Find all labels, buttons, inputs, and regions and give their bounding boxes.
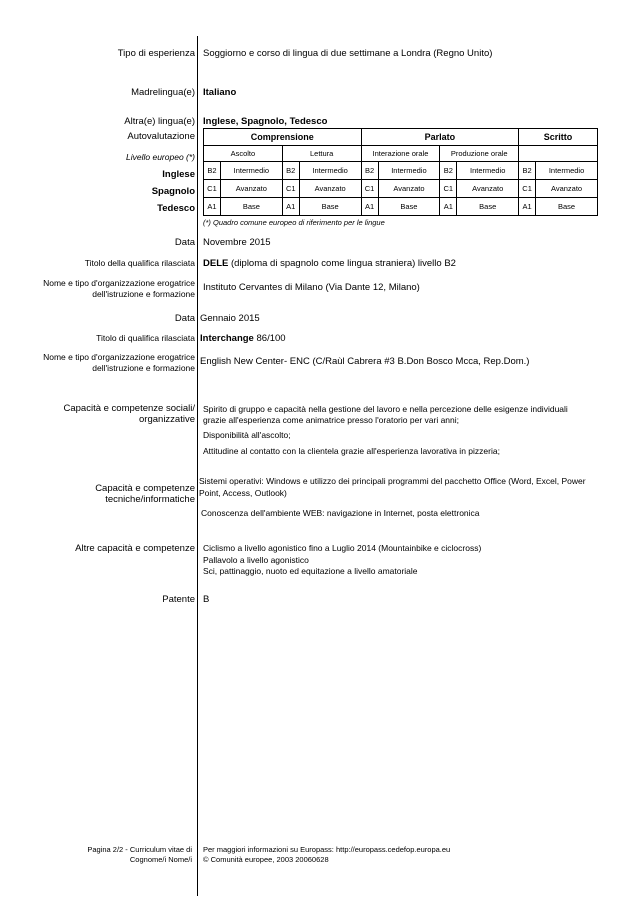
table-cell: B2 <box>361 162 378 180</box>
subheader-ascolto: Ascolto <box>204 146 283 162</box>
qual1-title-label: Titolo della qualifica rilasciata <box>84 258 195 268</box>
table-cell: Avanzato <box>457 180 519 198</box>
language-name-spagnolo: Spagnolo <box>151 186 195 197</box>
language-table <box>203 128 598 216</box>
other-line-2: Pallavolo a livello agonistico <box>203 555 309 565</box>
table-row <box>204 198 598 216</box>
language-name-tedesco: Tedesco <box>157 203 195 214</box>
table-cell: Intermedio <box>536 162 598 180</box>
table-cell: A1 <box>440 198 457 216</box>
other-skills-label: Altre capacità e competenze <box>75 543 195 554</box>
other-languages-label: Altra(e) lingua(e) <box>124 116 195 127</box>
qual1-org: Instituto Cervantes di Milano (Via Dante 12, Milano) <box>203 282 420 293</box>
language-name-inglese: Inglese <box>162 169 195 180</box>
footer-info-link: Per maggiori informazioni su Europass: http://europass.cedefop.europa.eu <box>203 845 451 854</box>
group-header-parlato: Parlato <box>361 129 519 146</box>
table-cell: Avanzato <box>536 180 598 198</box>
footer-page-info: Pagina 2/2 - Curriculum vitae di <box>87 845 192 854</box>
table-cell: Avanzato <box>220 180 282 198</box>
social-line-3: Disponibilità all'ascolto; <box>203 430 291 440</box>
table-cell: Avanzato <box>378 180 440 198</box>
qual1-title <box>203 258 456 269</box>
qual2-org-label-1: Nome e tipo d'organizzazione erogatrice <box>43 352 195 362</box>
table-cell: Intermedio <box>220 162 282 180</box>
technical-line-3: Conoscenza dell'ambiente WEB: navigazione in Internet, posta elettronica <box>201 508 480 518</box>
level-label: Livello europeo (*) <box>126 152 195 162</box>
self-assessment-label: Autovalutazione <box>127 131 195 142</box>
social-line-1: Spirito di gruppo e capacità nella gestione del lavoro e nella percezione delle esigenze individuali <box>203 404 568 414</box>
qual2-title-label: Titolo di qualifica rilasciata <box>96 333 195 343</box>
table-row <box>204 180 598 198</box>
footer-copyright: © Comunità europee, 2003 20060628 <box>203 855 329 864</box>
table-cell: Intermedio <box>378 162 440 180</box>
table-cell: C1 <box>440 180 457 198</box>
table-cell: C1 <box>282 180 299 198</box>
subheader-interazione: Interazione orale <box>361 146 440 162</box>
table-cell: C1 <box>519 180 536 198</box>
table-cell: Base <box>220 198 282 216</box>
social-line-2: grazie all'esperienza come animatrice presso l'oratorio per vari anni; <box>203 415 460 425</box>
qual1-org-label-2: dell'istruzione e formazione <box>92 289 195 299</box>
table-cell: A1 <box>282 198 299 216</box>
technical-line-2: Point, Access, Outlook) <box>199 488 287 498</box>
mother-tongue-value: Italiano <box>203 87 237 98</box>
group-header-comprensione: Comprensione <box>204 129 362 146</box>
table-cell: Intermedio <box>457 162 519 180</box>
qual2-title-bold: Interchange <box>200 333 254 344</box>
qual2-org-label-2: dell'istruzione e formazione <box>92 363 195 373</box>
social-label-1: Capacità e competenze sociali/ <box>63 403 195 414</box>
qual2-date: Gennaio 2015 <box>200 313 260 324</box>
column-divider <box>197 36 198 896</box>
table-cell: B2 <box>282 162 299 180</box>
technical-label-2: tecniche/informatiche <box>105 494 195 505</box>
subheader-lettura: Lettura <box>282 146 361 162</box>
qual2-org: English New Center- ENC (C/Raùl Cabrera #3 B.Don Bosco Mcca, Rep.Dom.) <box>200 356 530 367</box>
table-cell: B2 <box>440 162 457 180</box>
cefr-note: (*) Quadro comune europeo di riferimento per le lingue <box>203 218 385 227</box>
table-cell: C1 <box>204 180 221 198</box>
table-cell: B2 <box>204 162 221 180</box>
table-cell: Base <box>457 198 519 216</box>
table-cell: A1 <box>361 198 378 216</box>
qual2-date-label: Data <box>174 313 195 324</box>
experience-value: Soggiorno e corso di lingua di due settimane a Londra (Regno Unito) <box>203 48 493 59</box>
technical-label-1: Capacità e competenze <box>95 483 195 494</box>
other-line-3: Sci, pattinaggio, nuoto ed equitazione a livello amatoriale <box>203 566 418 576</box>
qual1-date-label: Data <box>174 237 195 248</box>
footer-name: Cognome/i Nome/i <box>129 855 192 864</box>
table-cell: Base <box>378 198 440 216</box>
table-cell: Base <box>536 198 598 216</box>
qual1-title-rest: (diploma di spagnolo come lingua straniera) livello B2 <box>228 258 456 269</box>
table-cell: C1 <box>361 180 378 198</box>
group-header-scritto: Scritto <box>519 129 598 146</box>
licence-value: B <box>203 594 210 605</box>
social-label-2: organizzative <box>139 414 195 425</box>
table-cell: A1 <box>519 198 536 216</box>
social-line-4: Attitudine al contatto con la clientela grazie all'esperienza lavorativa in pizzeria; <box>203 446 500 456</box>
footer-right <box>203 845 450 865</box>
subheader-empty <box>519 146 598 162</box>
technical-line-1: Sistemi operativi: Windows e utilizzo dei principali programmi del pacchetto Office (Word, Excel, Power <box>199 476 586 486</box>
table-cell: B2 <box>519 162 536 180</box>
other-languages-value: Inglese, Spagnolo, Tedesco <box>203 116 328 127</box>
qual2-title-rest: 86/100 <box>253 333 286 344</box>
table-cell: Base <box>299 198 361 216</box>
table-row <box>204 162 598 180</box>
qual1-date: Novembre 2015 <box>203 237 271 248</box>
experience-label: Tipo di esperienza <box>117 48 195 59</box>
table-cell: Intermedio <box>299 162 361 180</box>
table-cell: A1 <box>204 198 221 216</box>
subheader-produzione: Produzione orale <box>440 146 519 162</box>
mother-tongue-label: Madrelingua(e) <box>131 87 195 98</box>
qual2-title <box>200 333 286 344</box>
table-cell: Avanzato <box>299 180 361 198</box>
footer-left <box>87 845 192 865</box>
licence-label: Patente <box>162 594 195 605</box>
qual1-title-bold: DELE <box>203 258 229 269</box>
other-line-1: Ciclismo a livello agonistico fino a Luglio 2014 (Mountainbike e ciclocross) <box>203 543 482 553</box>
qual1-org-label-1: Nome e tipo d'organizzazione erogatrice <box>43 278 195 288</box>
